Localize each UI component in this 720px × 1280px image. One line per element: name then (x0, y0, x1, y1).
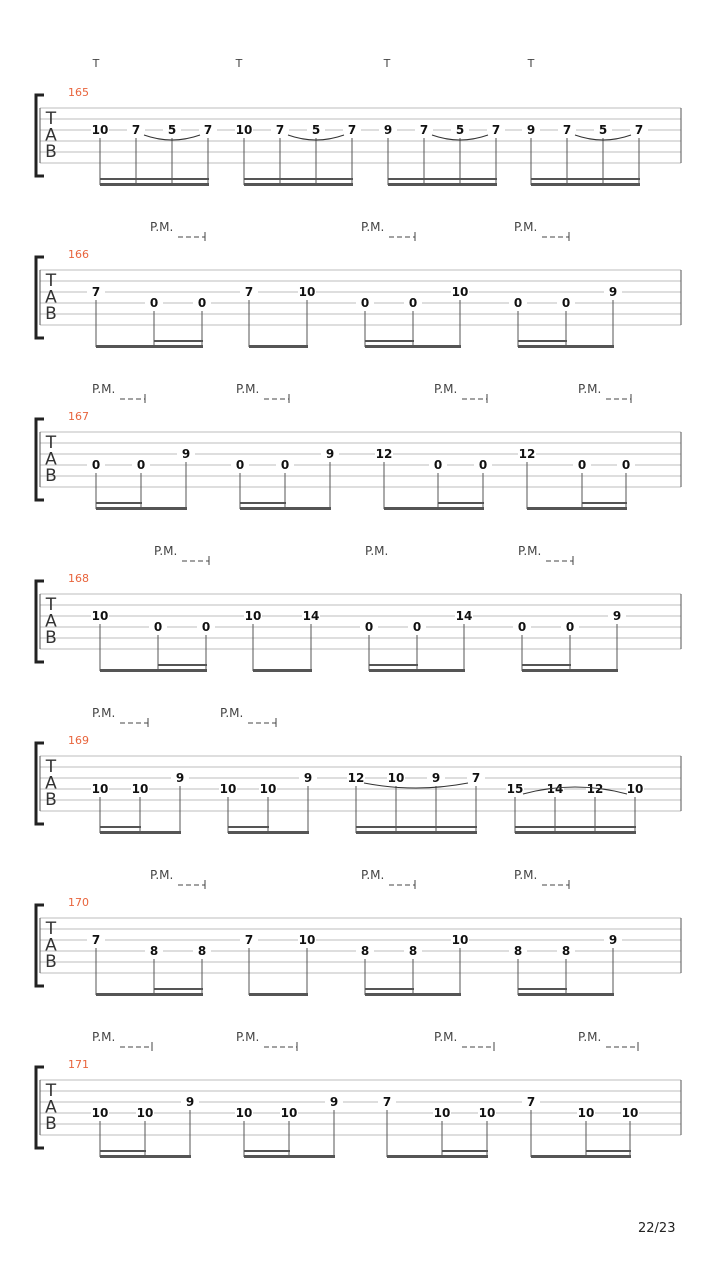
fret-number: 0 (621, 458, 631, 472)
tab-clef-letter: T (45, 1081, 57, 1101)
fret-number: 0 (360, 296, 370, 310)
fret-number: 8 (360, 944, 370, 958)
tab-clef-letter: T (45, 757, 57, 777)
beam (515, 831, 636, 834)
fret-number: 9 (303, 771, 313, 785)
beam-secondary (438, 502, 484, 504)
beam (100, 669, 207, 672)
fret-number: 12 (518, 447, 536, 461)
fret-number: 5 (311, 123, 321, 137)
beam-secondary (518, 340, 567, 342)
fret-number: 12 (586, 782, 604, 796)
beam-secondary (365, 988, 414, 990)
beam-secondary (240, 502, 286, 504)
beam (518, 345, 614, 348)
palm-mute-label: P.M. (434, 382, 458, 396)
fret-number: 7 (526, 1095, 536, 1109)
slur (523, 787, 627, 794)
fret-number: 12 (347, 771, 365, 785)
fret-number: 9 (181, 447, 191, 461)
fret-number: 15 (506, 782, 524, 796)
beam (388, 183, 497, 186)
beam-secondary (100, 1150, 146, 1152)
tab-clef-letter: B (45, 790, 57, 810)
beam-secondary (100, 178, 209, 180)
beam (100, 1155, 191, 1158)
fret-number: 10 (433, 1106, 451, 1120)
tab-clef-letter: A (45, 611, 57, 632)
fret-number: 5 (598, 123, 608, 137)
palm-mute-label: P.M. (154, 544, 178, 558)
fret-number: 10 (621, 1106, 639, 1120)
fret-number: 10 (91, 782, 109, 796)
beam-secondary (356, 826, 477, 828)
fret-number: 0 (235, 458, 245, 472)
beam (365, 345, 461, 348)
fret-number: 10 (131, 782, 149, 796)
tab-system (36, 57, 681, 186)
fret-number: 10 (91, 123, 109, 137)
fret-number: 0 (197, 296, 207, 310)
tab-system (36, 868, 681, 996)
tap-mark: T (235, 57, 243, 70)
fret-number: 8 (513, 944, 523, 958)
beam-secondary (442, 1150, 488, 1152)
beam-secondary (582, 502, 627, 504)
beam (365, 993, 461, 996)
fret-number: 10 (451, 933, 469, 947)
fret-number: 7 (562, 123, 572, 137)
fret-number: 7 (347, 123, 357, 137)
fret-number: 9 (608, 933, 618, 947)
fret-number: 8 (149, 944, 159, 958)
measure-number: 170 (68, 896, 89, 909)
fret-number: 9 (526, 123, 536, 137)
fret-number: 0 (513, 296, 523, 310)
fret-number: 10 (298, 285, 316, 299)
tab-clef-letter: T (45, 595, 57, 615)
fret-number: 7 (634, 123, 644, 137)
fret-number: 0 (517, 620, 527, 634)
tab-clef-letter: B (45, 466, 57, 486)
palm-mute-label: P.M. (578, 382, 602, 396)
beam (518, 993, 614, 996)
fret-number: 0 (408, 296, 418, 310)
palm-mute-label: P.M. (92, 706, 116, 720)
fret-number: 12 (375, 447, 393, 461)
palm-mute-label: P.M. (514, 868, 538, 882)
palm-mute-label: P.M. (361, 220, 385, 234)
beam-secondary (96, 502, 142, 504)
beam (244, 1155, 335, 1158)
measure-number: 168 (68, 572, 89, 585)
fret-number: 5 (167, 123, 177, 137)
fret-number: 9 (185, 1095, 195, 1109)
slur (364, 783, 468, 788)
tap-mark: T (383, 57, 391, 70)
tab-clef-letter: B (45, 1114, 57, 1134)
tab-system (36, 382, 681, 510)
beam-secondary (154, 340, 203, 342)
fret-number: 9 (608, 285, 618, 299)
beam-secondary (388, 178, 497, 180)
fret-number: 9 (175, 771, 185, 785)
beam (356, 831, 477, 834)
fret-number: 0 (149, 296, 159, 310)
beam-secondary (365, 340, 414, 342)
fret-number: 7 (382, 1095, 392, 1109)
fret-number: 10 (298, 933, 316, 947)
tab-clef-letter: A (45, 773, 57, 794)
fret-number: 0 (577, 458, 587, 472)
beam (228, 831, 309, 834)
fret-number: 0 (561, 296, 571, 310)
fret-number: 7 (244, 933, 254, 947)
fret-number: 7 (91, 933, 101, 947)
palm-mute-label: P.M. (434, 1030, 458, 1044)
palm-mute-label: P.M. (92, 1030, 116, 1044)
beam (96, 345, 203, 348)
fret-number: 10 (577, 1106, 595, 1120)
tab-clef-letter: B (45, 628, 57, 648)
fret-number: 8 (561, 944, 571, 958)
fret-number: 0 (91, 458, 101, 472)
tab-clef-letter: B (45, 304, 57, 324)
fret-number: 7 (471, 771, 481, 785)
beam-secondary (522, 664, 571, 666)
fret-number: 14 (455, 609, 473, 623)
tab-clef-letter: T (45, 919, 57, 939)
palm-mute-label: P.M. (514, 220, 538, 234)
beam-secondary (531, 178, 640, 180)
fret-number: 9 (612, 609, 622, 623)
beam-secondary (228, 826, 269, 828)
measure-number: 166 (68, 248, 89, 261)
page-number: 22/23 (638, 1221, 676, 1236)
beam (249, 993, 308, 996)
fret-number: 14 (546, 782, 564, 796)
fret-number: 8 (197, 944, 207, 958)
beam-secondary (244, 1150, 290, 1152)
tab-system (36, 544, 681, 672)
beam-secondary (515, 826, 636, 828)
tab-clef-letter: A (45, 1097, 57, 1118)
fret-number: 7 (244, 285, 254, 299)
beam (100, 831, 181, 834)
fret-number: 14 (302, 609, 320, 623)
beam-secondary (586, 1150, 631, 1152)
tab-system (36, 220, 681, 348)
fret-number: 10 (91, 1106, 109, 1120)
tab-clef-letter: A (45, 125, 57, 146)
palm-mute-label: P.M. (518, 544, 542, 558)
fret-number: 9 (325, 447, 335, 461)
fret-number: 10 (280, 1106, 298, 1120)
fret-number: 7 (131, 123, 141, 137)
fret-number: 10 (478, 1106, 496, 1120)
fret-number: 10 (235, 123, 253, 137)
beam (531, 1155, 631, 1158)
beam-secondary (100, 826, 141, 828)
palm-mute-label: P.M. (92, 382, 116, 396)
tab-clef-letter: T (45, 109, 57, 129)
fret-number: 0 (280, 458, 290, 472)
palm-mute-label: P.M. (150, 220, 174, 234)
tab-clef-letter: B (45, 142, 57, 162)
tab-clef-letter: A (45, 935, 57, 956)
fret-number: 10 (219, 782, 237, 796)
beam (96, 507, 187, 510)
fret-number: 10 (244, 609, 262, 623)
tab-system (36, 1030, 681, 1158)
tab-clef-letter: T (45, 271, 57, 291)
palm-mute-label: P.M. (361, 868, 385, 882)
beam (369, 669, 465, 672)
fret-number: 10 (387, 771, 405, 785)
fret-number: 0 (433, 458, 443, 472)
fret-number: 7 (491, 123, 501, 137)
tab-system (36, 706, 681, 834)
fret-number: 0 (364, 620, 374, 634)
beam (96, 993, 203, 996)
beam-secondary (244, 178, 353, 180)
fret-number: 0 (565, 620, 575, 634)
tap-mark: T (527, 57, 535, 70)
beam (522, 669, 618, 672)
tab-clef-letter: A (45, 449, 57, 470)
beam (253, 669, 312, 672)
palm-mute-label: P.M. (150, 868, 174, 882)
fret-number: 7 (275, 123, 285, 137)
fret-number: 8 (408, 944, 418, 958)
palm-mute-label: P.M. (220, 706, 244, 720)
tab-clef-letter: A (45, 287, 57, 308)
measure-number: 165 (68, 86, 89, 99)
palm-mute-label: P.M. (578, 1030, 602, 1044)
beam (387, 1155, 488, 1158)
fret-number: 0 (153, 620, 163, 634)
tap-mark: T (92, 57, 100, 70)
fret-number: 10 (259, 782, 277, 796)
fret-number: 10 (451, 285, 469, 299)
beam (384, 507, 484, 510)
beam (531, 183, 640, 186)
palm-mute-label: P.M. (365, 544, 389, 558)
fret-number: 9 (329, 1095, 339, 1109)
fret-number: 9 (431, 771, 441, 785)
fret-number: 7 (91, 285, 101, 299)
fret-number: 0 (201, 620, 211, 634)
beam-secondary (518, 988, 567, 990)
beam-secondary (154, 988, 203, 990)
fret-number: 7 (203, 123, 213, 137)
palm-mute-label: P.M. (236, 382, 260, 396)
tab-clef-letter: B (45, 952, 57, 972)
fret-number: 0 (136, 458, 146, 472)
measure-number: 169 (68, 734, 89, 747)
beam (249, 345, 308, 348)
fret-number: 10 (91, 609, 109, 623)
fret-number: 0 (478, 458, 488, 472)
tab-clef-letter: T (45, 433, 57, 453)
fret-number: 10 (235, 1106, 253, 1120)
beam (527, 507, 627, 510)
fret-number: 0 (412, 620, 422, 634)
measure-number: 167 (68, 410, 89, 423)
fret-number: 10 (626, 782, 644, 796)
fret-number: 5 (455, 123, 465, 137)
fret-number: 10 (136, 1106, 154, 1120)
measure-number: 171 (68, 1058, 89, 1071)
beam-secondary (158, 664, 207, 666)
palm-mute-label: P.M. (236, 1030, 260, 1044)
beam-secondary (369, 664, 418, 666)
fret-number: 9 (383, 123, 393, 137)
beam (244, 183, 353, 186)
beam (100, 183, 209, 186)
fret-number: 7 (419, 123, 429, 137)
beam (240, 507, 331, 510)
